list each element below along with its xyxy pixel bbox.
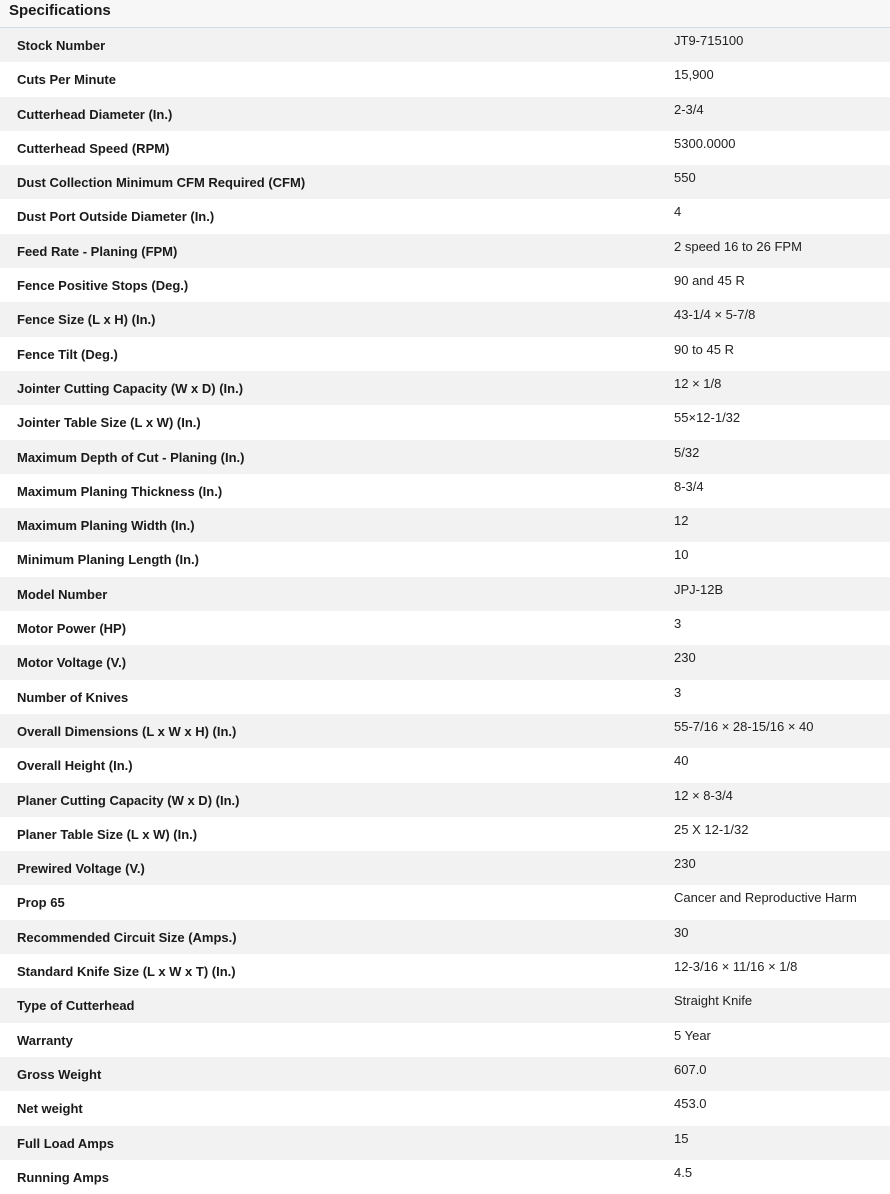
spec-value: 4 [674, 204, 682, 220]
spec-label: Planer Cutting Capacity (W x D) (In.) [17, 792, 240, 808]
spec-row [0, 62, 890, 96]
spec-value: 230 [674, 650, 696, 666]
spec-row [0, 97, 890, 131]
spec-value: Straight Knife [674, 993, 753, 1009]
spec-row [0, 645, 890, 679]
spec-row [0, 337, 890, 371]
spec-row [0, 611, 890, 645]
spec-label: Maximum Planing Width (In.) [17, 518, 195, 534]
spec-label: Recommended Circuit Size (Amps.) [17, 929, 237, 945]
spec-label: Full Load Amps [17, 1135, 115, 1151]
spec-row [0, 440, 890, 474]
spec-value: 2 speed 16 to 26 FPM [674, 238, 802, 254]
spec-row [0, 268, 890, 302]
spec-value: 12 × 1/8 [674, 375, 722, 391]
spec-value: 12-3/16 × 11/16 × 1/8 [674, 959, 798, 975]
spec-label: Motor Voltage (V.) [17, 655, 127, 671]
spec-label: Cuts Per Minute [17, 72, 116, 88]
spec-label: Dust Collection Minimum CFM Required (CFM) [17, 175, 306, 191]
spec-value: 5 Year [674, 1027, 711, 1043]
spec-value: 55-7/16 × 28-15/16 × 40 [674, 718, 814, 734]
spec-value: 25 X 12-1/32 [674, 821, 749, 837]
spec-row [0, 508, 890, 542]
spec-value: 90 and 45 R [674, 273, 745, 289]
spec-value: 2-3/4 [674, 101, 704, 117]
spec-label: Stock Number [17, 38, 106, 53]
spec-row [0, 680, 890, 714]
spec-row [0, 165, 890, 199]
spec-value: 607.0 [674, 1061, 707, 1077]
spec-row [0, 1160, 890, 1194]
spec-label: Type of Cutterhead [17, 998, 135, 1014]
spec-row [0, 577, 890, 611]
spec-value: 43-1/4 × 5-7/8 [674, 307, 756, 323]
spec-value: 10 [674, 547, 689, 563]
spec-label: Maximum Depth of Cut - Planing (In.) [17, 449, 245, 465]
spec-row [0, 405, 890, 439]
spec-label: Prewired Voltage (V.) [17, 861, 145, 877]
spec-label: Overall Dimensions (L x W x H) (In.) [17, 723, 237, 739]
spec-label: Dust Port Outside Diameter (In.) [17, 209, 215, 225]
spec-row [0, 542, 890, 576]
spec-value: 55×12-1/32 [674, 410, 741, 426]
spec-row [0, 131, 890, 165]
specifications-table [0, 28, 890, 1194]
spec-value: 3 [674, 684, 682, 700]
spec-value: 453.0 [674, 1096, 707, 1112]
spec-value: 12 [674, 513, 689, 529]
spec-label: Maximum Planing Thickness (In.) [17, 483, 223, 499]
spec-label: Number of Knives [17, 689, 129, 705]
spec-value: 230 [674, 856, 696, 872]
spec-value: 8-3/4 [674, 478, 704, 494]
spec-label: Motor Power (HP) [17, 621, 127, 637]
spec-row [0, 817, 890, 851]
spec-value: JPJ-12B [674, 581, 724, 597]
spec-row [0, 28, 890, 62]
spec-label: Planer Table Size (L x W) (In.) [17, 826, 198, 842]
spec-value: 15,900 [674, 67, 714, 83]
spec-row [0, 199, 890, 233]
spec-label: Standard Knife Size (L x W x T) (In.) [17, 964, 236, 980]
spec-row [0, 954, 890, 988]
spec-row [0, 1023, 890, 1057]
spec-value: 12 × 8-3/4 [674, 787, 733, 803]
spec-label: Jointer Table Size (L x W) (In.) [17, 415, 201, 431]
spec-label: Cutterhead Diameter (In.) [17, 106, 173, 122]
spec-row [0, 920, 890, 954]
spec-label: Fence Positive Stops (Deg.) [17, 278, 189, 294]
specifications-table-body [0, 28, 890, 1194]
spec-label: Cutterhead Speed (RPM) [17, 140, 170, 156]
spec-row [0, 371, 890, 405]
spec-row [0, 783, 890, 817]
spec-value: 5300.0000 [674, 135, 736, 151]
spec-row [0, 851, 890, 885]
spec-row [0, 302, 890, 336]
spec-row [0, 988, 890, 1022]
spec-label: Minimum Planing Length (In.) [17, 552, 199, 568]
spec-row [0, 234, 890, 268]
spec-value: Cancer and Reproductive Harm [674, 890, 857, 906]
spec-value: 4.5 [674, 1164, 693, 1180]
spec-row [0, 885, 890, 919]
spec-value: 40 [674, 753, 689, 769]
spec-label: Running Amps [17, 1169, 109, 1185]
spec-label: Fence Size (L x H) (In.) [17, 312, 156, 328]
spec-label: Fence Tilt (Deg.) [17, 346, 118, 362]
spec-label: Overall Height (In.) [17, 758, 133, 774]
spec-value: 3 [674, 616, 682, 632]
spec-label: Net weight [17, 1101, 83, 1117]
spec-value: JT9-715100 [674, 33, 744, 48]
spec-value: 5/32 [674, 444, 700, 460]
spec-value: 90 to 45 R [674, 341, 734, 357]
spec-label: Prop 65 [17, 895, 65, 911]
spec-row [0, 714, 890, 748]
spec-row [0, 1091, 890, 1125]
spec-label: Jointer Cutting Capacity (W x D) (In.) [17, 380, 244, 396]
spec-row [0, 1126, 890, 1160]
spec-label: Model Number [17, 586, 108, 602]
spec-value: 15 [674, 1130, 689, 1146]
spec-value: 30 [674, 924, 689, 940]
spec-row [0, 748, 890, 782]
specifications-heading: Specifications [0, 0, 890, 28]
spec-value: 550 [674, 170, 696, 186]
spec-row [0, 1057, 890, 1091]
spec-row [0, 474, 890, 508]
spec-label: Feed Rate - Planing (FPM) [17, 243, 178, 259]
spec-label: Gross Weight [17, 1066, 102, 1082]
spec-label: Warranty [17, 1032, 73, 1048]
